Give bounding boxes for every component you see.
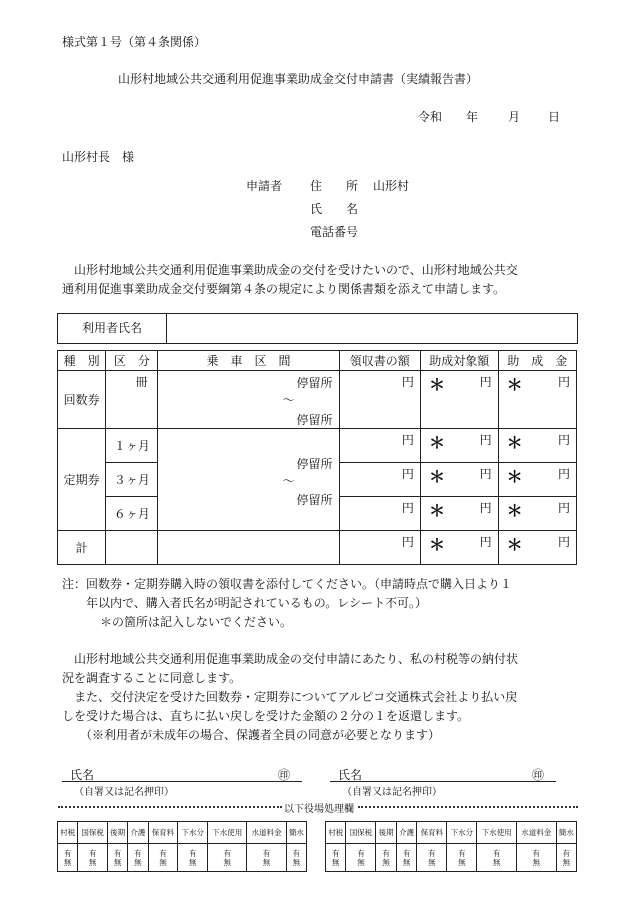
total-eligible-cell bbox=[420, 531, 498, 565]
table-row bbox=[58, 429, 577, 463]
signature-name-label: 氏名 bbox=[338, 768, 363, 782]
status-cell[interactable] bbox=[396, 844, 416, 872]
status-yes: 有 bbox=[113, 848, 122, 858]
status-yes: 有 bbox=[331, 848, 340, 858]
office-col: 村税 bbox=[326, 822, 346, 844]
teiki1-eligible-cell bbox=[420, 429, 498, 463]
status-no: 無 bbox=[357, 857, 365, 867]
row-total-label: 計 bbox=[58, 531, 106, 565]
office-col: 下水使用 bbox=[477, 822, 517, 844]
status-no: 無 bbox=[492, 857, 501, 867]
unit-yen: 円 bbox=[557, 501, 570, 515]
status-cell[interactable] bbox=[346, 844, 376, 872]
table-row bbox=[58, 371, 577, 429]
unit-yen: 円 bbox=[557, 467, 570, 481]
status-cell[interactable] bbox=[108, 844, 128, 872]
phone-label: 電話番号 bbox=[310, 225, 359, 239]
applicant-label: 申請者 bbox=[246, 179, 283, 193]
asterisk-mark: ＊ bbox=[506, 433, 523, 452]
office-col: 保育料 bbox=[148, 822, 178, 844]
intro-line-2: 通利用促進事業助成金交付要綱第４条の規定により関係書類を添えて申請します。 bbox=[62, 282, 506, 296]
status-cell[interactable] bbox=[78, 844, 108, 872]
asterisk-mark: ＊ bbox=[428, 375, 445, 394]
kaisu-grant-cell bbox=[498, 371, 576, 429]
page-title: 山形村地域公共交通利用促進事業助成金交付申請書（実績報告書） bbox=[118, 72, 479, 86]
date-day: 日 bbox=[548, 110, 561, 124]
unit-yen: 円 bbox=[557, 375, 570, 389]
signature-name-label: 氏名 bbox=[70, 768, 95, 782]
total-grant-cell bbox=[498, 531, 576, 565]
teiki3-grant-cell bbox=[498, 463, 576, 497]
unit-yen: 円 bbox=[479, 467, 492, 481]
note-line-2: 年以内で、購入者氏名が明記されているもの。レシート不可。） bbox=[86, 596, 427, 610]
fare-table bbox=[57, 350, 577, 565]
consent-line-2: 況を調査することに同意します。 bbox=[62, 671, 242, 685]
kaisu-count-cell[interactable] bbox=[106, 371, 158, 429]
status-yes: 有 bbox=[159, 848, 167, 858]
signature-field-2[interactable] bbox=[330, 766, 556, 782]
status-cell[interactable] bbox=[556, 844, 576, 872]
status-yes: 有 bbox=[188, 848, 197, 858]
table-row bbox=[58, 531, 577, 565]
asterisk-mark: ＊ bbox=[428, 501, 445, 520]
form-number: 様式第１号（第４条関係） bbox=[62, 35, 207, 49]
office-col: 国保税 bbox=[346, 822, 376, 844]
asterisk-mark: ＊ bbox=[506, 375, 523, 394]
status-cell[interactable] bbox=[58, 844, 78, 872]
row-kaisu-label: 回数券 bbox=[58, 371, 106, 429]
status-cell[interactable] bbox=[477, 844, 517, 872]
consent-line-5: （※利用者が未成年の場合、保護者全員の同意が必要となります） bbox=[80, 728, 441, 742]
status-yes: 有 bbox=[292, 848, 301, 858]
total-blank-cell bbox=[106, 531, 158, 565]
header-type: 種 別 bbox=[58, 351, 106, 371]
teiki6-grant-cell bbox=[498, 497, 576, 531]
unit-yen: 円 bbox=[401, 375, 414, 389]
month-3: ３ヶ月 bbox=[106, 463, 158, 497]
status-cell[interactable] bbox=[247, 844, 286, 872]
total-section-cell bbox=[158, 531, 339, 565]
office-col: 後期 bbox=[108, 822, 128, 844]
asterisk-mark: ＊ bbox=[506, 535, 523, 554]
status-yes: 有 bbox=[428, 848, 436, 858]
status-cell[interactable] bbox=[326, 844, 346, 872]
teiki-section-cell[interactable] bbox=[158, 429, 339, 531]
status-cell[interactable] bbox=[178, 844, 208, 872]
office-col: 簡水 bbox=[556, 822, 576, 844]
teiki6-eligible-cell bbox=[420, 497, 498, 531]
teiki3-receipt-cell[interactable] bbox=[339, 463, 420, 497]
status-yes: 有 bbox=[492, 848, 501, 858]
office-col: 保育料 bbox=[417, 822, 447, 844]
status-yes: 有 bbox=[88, 848, 97, 858]
stop-label: 停留所 bbox=[296, 376, 333, 390]
status-yes: 有 bbox=[532, 848, 540, 858]
unit-yen: 円 bbox=[401, 501, 414, 515]
asterisk-mark: ＊ bbox=[506, 501, 523, 520]
status-yes: 有 bbox=[402, 848, 411, 858]
status-yes: 有 bbox=[134, 848, 142, 858]
status-cell[interactable] bbox=[128, 844, 148, 872]
user-name-label: 利用者氏名 bbox=[58, 314, 167, 343]
date-month: 月 bbox=[508, 110, 521, 124]
status-yes: 有 bbox=[562, 848, 571, 858]
note-line-3: ＊の箇所は記入しないでください。 bbox=[100, 615, 293, 629]
office-table-2 bbox=[325, 821, 577, 872]
status-no: 無 bbox=[159, 857, 167, 867]
office-col: 介護 bbox=[128, 822, 148, 844]
office-col: 国保税 bbox=[78, 822, 108, 844]
kaisu-receipt-cell[interactable] bbox=[339, 371, 420, 429]
date-year: 年 bbox=[466, 110, 479, 124]
header-category: 区 分 bbox=[106, 351, 158, 371]
status-cell[interactable] bbox=[286, 844, 306, 872]
signature-note-1: （自署又は記名押印） bbox=[74, 787, 174, 798]
asterisk-mark: ＊ bbox=[428, 433, 445, 452]
note-line-1: 注：回数券・定期券購入時の領収書を添付してください。（申請時点で購入日より１ bbox=[62, 577, 513, 591]
unit-yen: 円 bbox=[557, 535, 570, 549]
header-receipt: 領収書の額 bbox=[339, 351, 420, 371]
status-yes: 有 bbox=[63, 848, 72, 858]
unit-yen: 円 bbox=[401, 467, 414, 481]
signature-note-2: （自署又は記名押印） bbox=[342, 787, 442, 798]
teiki1-receipt-cell[interactable] bbox=[339, 429, 420, 463]
office-col: 介護 bbox=[396, 822, 416, 844]
seal-mark: ㊞ bbox=[531, 768, 544, 782]
asterisk-mark: ＊ bbox=[428, 535, 445, 554]
user-name-box bbox=[57, 313, 578, 344]
office-col: 下水分 bbox=[447, 822, 477, 844]
status-no: 無 bbox=[402, 857, 411, 867]
tilde: ～ bbox=[282, 393, 295, 407]
unit-book: 冊 bbox=[135, 375, 148, 389]
status-no: 無 bbox=[428, 857, 436, 867]
office-col: 下水分 bbox=[178, 822, 208, 844]
address-value: 山形村 bbox=[373, 179, 410, 193]
user-name-field[interactable] bbox=[167, 314, 577, 343]
unit-yen: 円 bbox=[479, 535, 492, 549]
total-receipt-cell[interactable] bbox=[339, 531, 420, 565]
office-col: 水道料金 bbox=[247, 822, 286, 844]
name-label: 氏 名 bbox=[310, 202, 359, 216]
status-no: 無 bbox=[134, 857, 142, 867]
address-label: 住 所 bbox=[310, 179, 359, 193]
office-col: 水道料金 bbox=[516, 822, 556, 844]
status-yes: 有 bbox=[223, 848, 231, 858]
office-col: 村税 bbox=[58, 822, 78, 844]
month-6: ６ヶ月 bbox=[106, 497, 158, 531]
status-no: 無 bbox=[188, 857, 197, 867]
status-cell[interactable] bbox=[516, 844, 556, 872]
asterisk-mark: ＊ bbox=[506, 467, 523, 486]
intro-line-1: 山形村地域公共交通利用促進事業助成金の交付を受けたいので、山形村地域公共交 bbox=[74, 263, 518, 277]
kaisu-section-cell[interactable] bbox=[158, 371, 339, 429]
teiki6-receipt-cell[interactable] bbox=[339, 497, 420, 531]
office-col: 後期 bbox=[376, 822, 396, 844]
teiki1-grant-cell bbox=[498, 429, 576, 463]
row-teiki-label: 定期券 bbox=[58, 429, 106, 531]
status-cell[interactable] bbox=[148, 844, 178, 872]
status-yes: 有 bbox=[382, 848, 390, 858]
status-no: 無 bbox=[113, 857, 122, 867]
date-era: 令和 bbox=[418, 110, 443, 124]
status-cell[interactable] bbox=[208, 844, 247, 872]
consent-line-1: 山形村地域公共交通利用促進事業助成金の交付申請にあたり、私の村税等の納付状 bbox=[74, 652, 519, 666]
stop-label: 停留所 bbox=[296, 457, 333, 471]
addressee: 山形村長 様 bbox=[62, 150, 135, 164]
consent-line-3: また、交付決定を受けた回数券・定期券についてアルピコ交通株式会社より払い戻 bbox=[74, 690, 518, 704]
status-no: 無 bbox=[292, 857, 301, 867]
status-no: 無 bbox=[532, 857, 540, 867]
signature-field-1[interactable] bbox=[62, 766, 302, 782]
status-cell[interactable] bbox=[447, 844, 477, 872]
status-yes: 有 bbox=[458, 848, 466, 858]
seal-mark: ㊞ bbox=[277, 768, 290, 782]
status-cell[interactable] bbox=[376, 844, 396, 872]
status-no: 無 bbox=[88, 857, 97, 867]
teiki3-eligible-cell bbox=[420, 463, 498, 497]
unit-yen: 円 bbox=[479, 501, 492, 515]
status-cell[interactable] bbox=[417, 844, 447, 872]
unit-yen: 円 bbox=[557, 433, 570, 447]
month-1: １ヶ月 bbox=[106, 429, 158, 463]
unit-yen: 円 bbox=[401, 433, 414, 447]
office-col: 簡水 bbox=[286, 822, 306, 844]
office-col: 下水使用 bbox=[208, 822, 247, 844]
stop-label: 停留所 bbox=[296, 493, 333, 507]
tilde: ～ bbox=[282, 474, 295, 488]
consent-line-4: しを受けた場合は、直ちに払い戻しを受けた金額の２分の１を返還します。 bbox=[62, 709, 470, 723]
status-no: 無 bbox=[331, 857, 340, 867]
unit-yen: 円 bbox=[479, 375, 492, 389]
status-yes: 有 bbox=[357, 848, 365, 858]
office-title: 以下役場処理欄 bbox=[284, 804, 354, 815]
office-table-1 bbox=[57, 821, 307, 872]
header-section: 乗 車 区 間 bbox=[158, 351, 339, 371]
kaisu-eligible-cell bbox=[420, 371, 498, 429]
asterisk-mark: ＊ bbox=[428, 467, 445, 486]
status-no: 無 bbox=[562, 857, 571, 867]
status-no: 無 bbox=[262, 857, 271, 867]
status-no: 無 bbox=[63, 857, 72, 867]
unit-yen: 円 bbox=[401, 535, 414, 549]
unit-yen: 円 bbox=[479, 433, 492, 447]
office-divider bbox=[58, 800, 578, 814]
status-no: 無 bbox=[458, 857, 466, 867]
status-yes: 有 bbox=[262, 848, 271, 858]
header-eligible: 助成対象額 bbox=[420, 351, 498, 371]
stop-label: 停留所 bbox=[296, 413, 333, 427]
header-grant: 助 成 金 bbox=[498, 351, 576, 371]
status-no: 無 bbox=[223, 857, 231, 867]
status-no: 無 bbox=[382, 857, 390, 867]
